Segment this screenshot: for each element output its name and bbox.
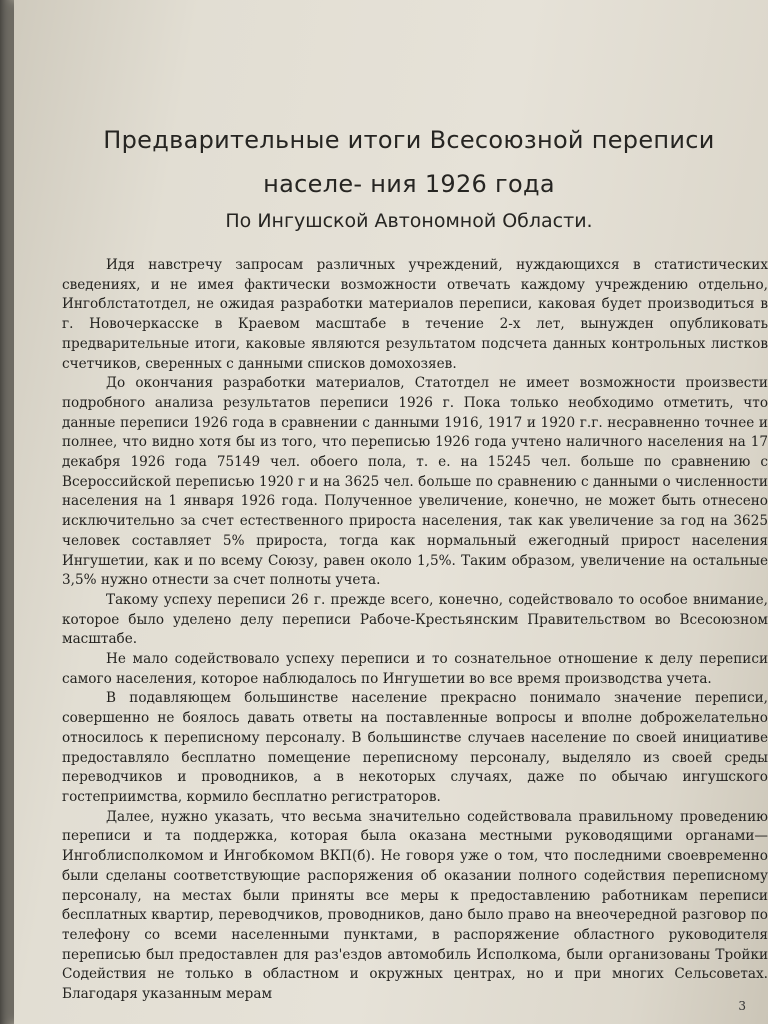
document-body [62,256,768,1005]
book-spine-edge [0,0,14,1024]
document-title: Предварительные итоги Всесоюзной переписи населе- ния 1926 года [103,126,715,198]
paragraph-1: Идя навстречу запросам различных учреждений, нуждающихся в статистических сведениях, и не имея фактически возможности отвечать каждому учреждению отдельно, Ингоблстатотдел, не ожидая разработки материалов переписи, каковая будет производиться в г. Новочеркасске в Краевом масштабе в течение 2-х лет, вынужден опубликовать предварительные итоги, каковые являются результатом подсчета данных контрольных листков счетчиков, сверенных с данными списков домохозяев. [62,257,768,372]
paragraph-5: В подавляющем большинстве население прекрасно понимало значение переписи, совершенно не боялось давать ответы на поставленные вопросы и вполне доброжелательно относилось к переписному персоналу. В большинстве случаев население по своей инициативе предоставляло бесплатно помещение переписному персоналу, выделяло из своей среды переводчиков и проводников, а в некоторых случаях, даже по обычаю ингушского гостеприимства, кормило бесплатно регистраторов. [62,690,768,805]
document-page [14,0,768,1024]
paragraph-4: Не мало содействовало успеху переписи и то сознательное отношение к делу переписи самого населения, которое наблюдалось по Ингушетии во все время производства учета. [62,651,768,687]
paragraph-6: Далее, нужно указать, что весьма значительно содействовала правильному проведению переписи и та поддержка, которая была оказана местными руководящими органами—Ингоблисполкомом и Ингобкомом ВКП(б). Не говоря уже о том, что последними своевременно были сделаны соответствующие распоряжения об оказании полного содействия переписному персоналу, на местах были приняты все меры к предоставлению работникам переписи бесплатных квартир, переводчиков, проводников, дано было право на внеочередной разговор по телефону со всеми населенными пунктами, в распоряжение областного руководителя переписью был предоставлен для раз'ездов автомобиль Исполкома, были организованы Тройки Содействия не только в областном и окружных центрах, но и при многих Сельсоветах. Благодаря указанным мерам [62,808,768,1003]
document-subtitle: По Ингушской Автономной Области. [225,210,593,232]
paragraph-3: Такому успеху переписи 26 г. прежде всего, конечно, содействовало то особое внимание, которое было уделено делу переписи Рабоче-Крестьянским Правительством во Всесоюзном масштабе. [62,591,768,648]
page-number: 3 [738,999,746,1013]
paragraph-2: До окончания разработки материалов, Статотдел не имеет возможности произвести подробного анализа результатов переписи 1926 г. Пока только необходимо отметить, что данные переписи 1926 года в сравнении с данными 1916, 1917 и 1920 г.г. несравненно точнее и полнее, что видно хотя бы из того, что переписью 1926 года учтено наличного населения на 17 декабря 1926 года 75149 чел. обоего пола, т. е. на 15245 чел. больше по сравнению с Всероссийской переписью 1920 г и на 3625 чел. больше по сравнению с данными о численности населения на 1 января 1926 года. Полученное увеличение, конечно, не может быть отнесено исключительно за счет естественного прироста населения, так как увеличение за год на 3625 человек составляет 5% прироста, тогда как нормальный ежегодный прирост населения Ингушетии, как и по всему Союзу, равен около 1,5%. Таким образом, увеличение на остальные 3,5% нужно отнести за счет полноты учета. [62,375,768,589]
